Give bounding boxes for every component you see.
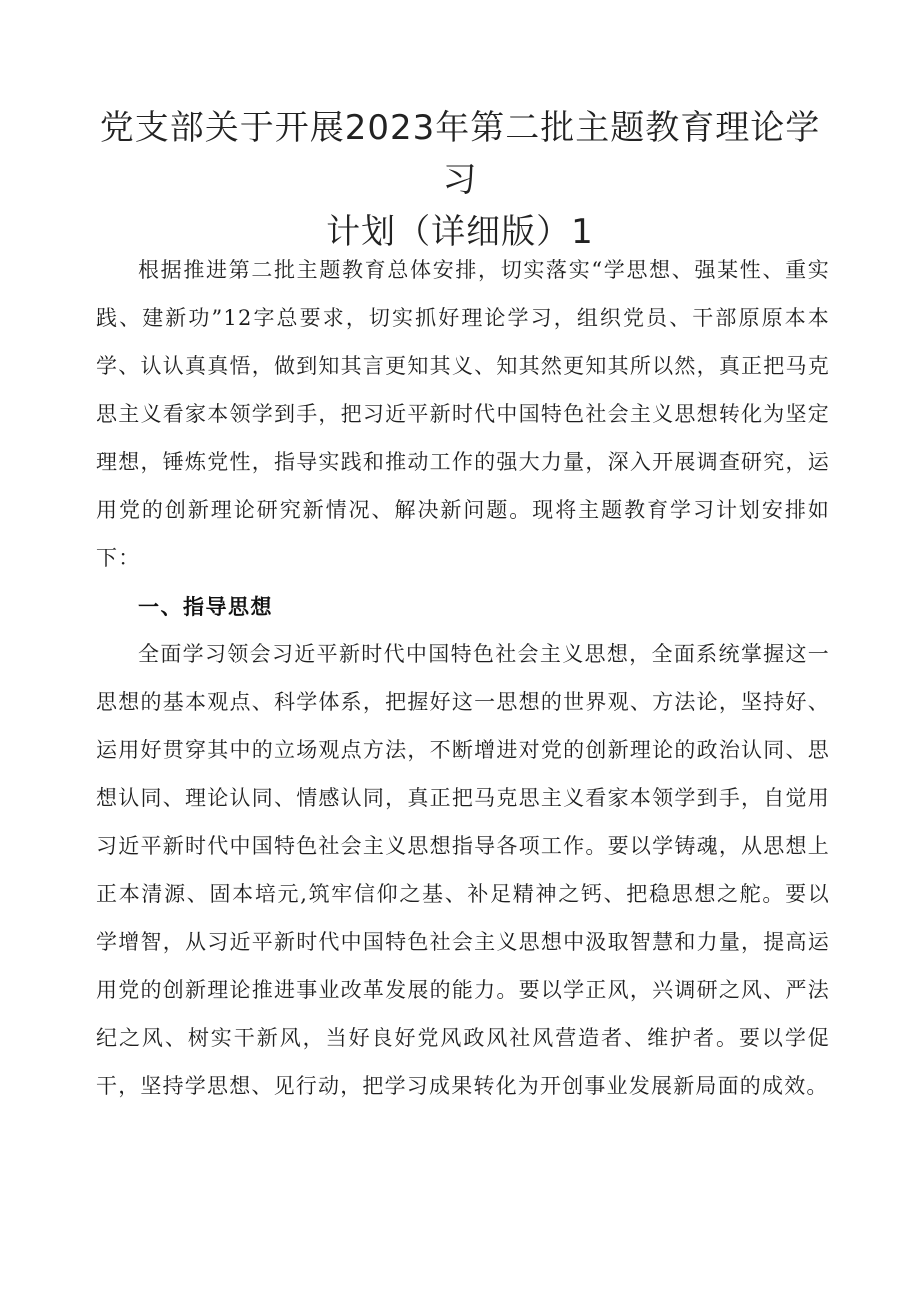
document-title-line-1: 党支部关于开展2023年第二批主题教育理论学习 (99, 108, 821, 200)
document-title (90, 102, 830, 258)
intro-paragraph: 根据推进第二批主题教育总体安排，切实落实“学思想、强某性、重实践、建新功”12字总要求，切实抓好理论学习，组织党员、干部原原本本学、认认真真悟，做到知其言更知其义、知其然更知其所以然，真正把马克思主义看家本领学到手，把习近平新时代中国特色社会主义思想转化为坚定理想，锤炼党性，指导实践和推动工作的强大力量，深入开展调查研究，运用党的创新理论研究新情况、解决新问题。现将主题教育学习计划安排如下： (96, 258, 830, 570)
section-heading-guiding-ideology: 一、指导思想 (138, 595, 273, 619)
document-title-line-2: 计划（详细版）1 (326, 212, 594, 252)
guiding-ideology-paragraph: 全面学习领会习近平新时代中国特色社会主义思想，全面系统掌握这一思想的基本观点、科学体系，把握好这一思想的世界观、方法论，坚持好、运用好贯穿其中的立场观点方法，不断增进对党的创新理论的政治认同、思想认同、理论认同、情感认同，真正把马克思主义看家本领学到手，自觉用习近平新时代中国特色社会主义思想指导各项工作。要以学铸魂，从思想上正本清源、固本培元,筑牢信仰之基、补足精神之钙、把稳思想之舵。要以学增智，从习近平新时代中国特色社会主义思想中汲取智慧和力量，提高运用党的创新理论推进事业改革发展的能力。要以学正风，兴调研之风、严法纪之风、树实干新风，当好良好党风政风社风营造者、维护者。要以学促干，坚持学思想、见行动，把学习成果转化为开创事业发展新局面的成效。 (96, 642, 830, 1098)
